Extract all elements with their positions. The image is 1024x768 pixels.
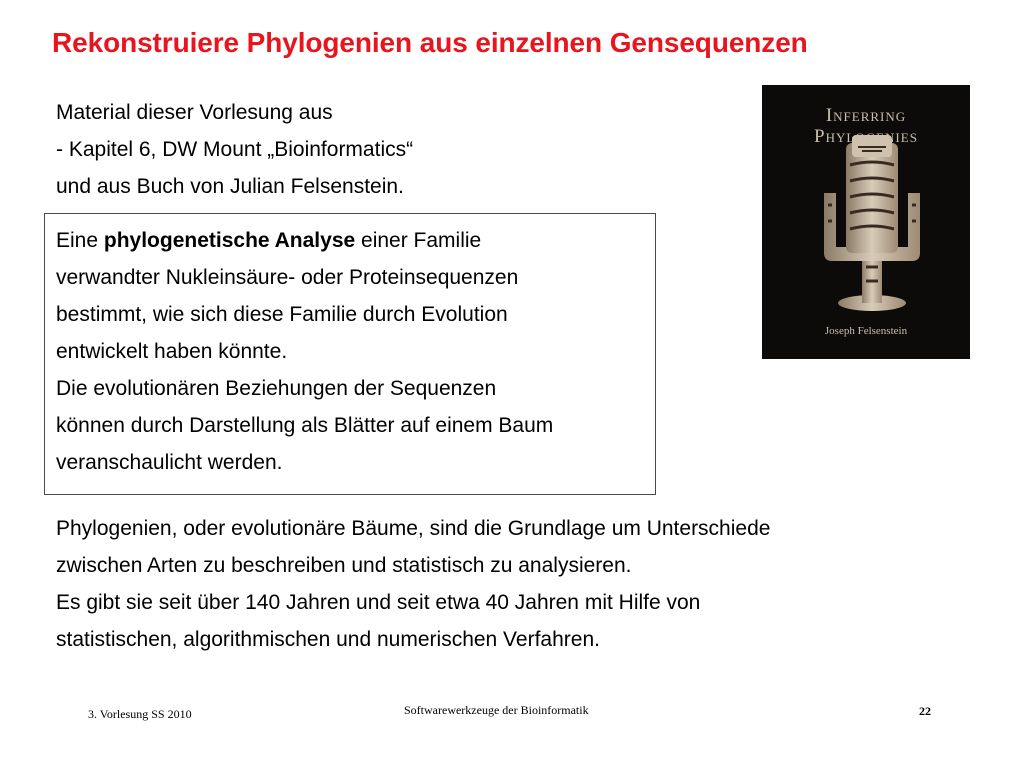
definition-line: verwandter Nukleinsäure- oder Proteinsequenzen <box>56 266 519 289</box>
book-title-line: Phylogenies <box>814 126 918 147</box>
lower-text <box>56 510 986 658</box>
definition-suffix: einer Familie <box>355 229 482 252</box>
book-cover-image <box>762 85 970 359</box>
intro-text <box>56 94 696 205</box>
lower-line: Es gibt sie seit über 140 Jahren und seit etwa 40 Jahren mit Hilfe von <box>56 591 701 614</box>
book-author: Joseph Felsenstein <box>824 325 908 337</box>
footer-lecture: 3. Vorlesung SS 2010 <box>88 707 192 721</box>
definition-line: bestimmt, wie sich diese Familie durch Evolution <box>56 303 508 326</box>
page-number: 22 <box>919 704 931 718</box>
intro-line: Material dieser Vorlesung aus <box>56 101 333 124</box>
book-title-line: Inferring <box>825 105 907 126</box>
definition-line: entwickelt haben könnte. <box>56 340 288 363</box>
lower-line: Phylogenien, oder evolutionäre Bäume, sind die Grundlage um Unterschiede <box>56 517 771 540</box>
definition-line: können durch Darstellung als Blätter auf einem Baum <box>56 414 554 437</box>
book-title <box>762 105 970 147</box>
definition-text <box>56 222 676 481</box>
lower-line: zwischen Arten zu beschreiben und statistisch zu analysieren. <box>56 554 632 577</box>
lower-line: statistischen, algorithmischen und numerischen Verfahren. <box>56 628 600 651</box>
definition-line: veranschaulicht werden. <box>56 451 283 474</box>
definition-bold-term: phylogenetische Analyse <box>103 229 356 252</box>
intro-line: - Kapitel 6, DW Mount „Bioinformatics“ <box>56 138 414 161</box>
footer-course: Softwarewerkzeuge der Bioinformatik <box>404 703 589 717</box>
definition-line: Die evolutionären Beziehungen der Sequenzen <box>56 377 497 400</box>
slide-title: Rekonstruiere Phylogenien aus einzelnen Gensequenzen <box>52 27 808 58</box>
intro-line: und aus Buch von Julian Felsenstein. <box>56 175 404 198</box>
definition-first-line <box>56 222 676 259</box>
definition-prefix: Eine <box>56 229 104 252</box>
